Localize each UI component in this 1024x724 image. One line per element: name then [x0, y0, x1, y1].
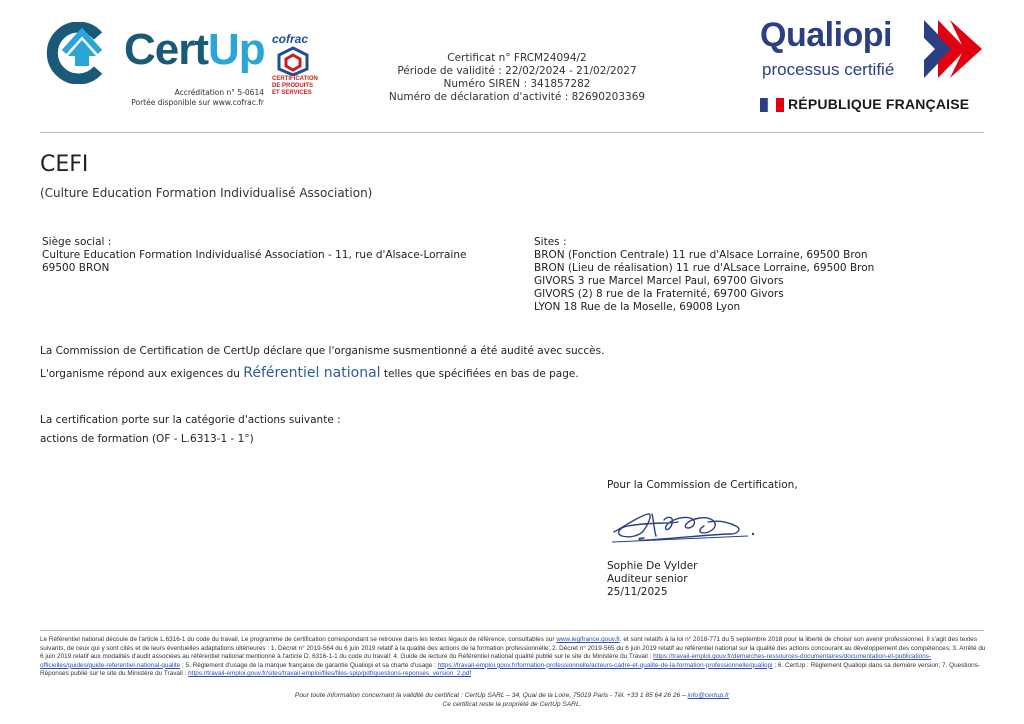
category-value: actions de formation (OF - L.6313-1 - 1°)	[40, 433, 254, 445]
siege-address-line: Culture Education Formation Individualisé Association - 11, rue d'Alsace-Lorraine	[42, 249, 467, 261]
category-intro: La certification porte sur la catégorie d'actions suivante :	[40, 414, 341, 426]
siege-social	[42, 236, 466, 275]
footer-contact: Pour toute information concernant la validité du certificat : CertUp SARL – 34, Quai de la Loire, 75019 Paris - Tél. +33 1 85 64 26 26 – info@certup.fr Ce certificat reste la propriété de CertUp SARL.	[40, 692, 984, 709]
cofrac-logo	[272, 32, 318, 110]
cofrac-wordmark: cofrac	[272, 32, 309, 46]
cofrac-hexagon-icon	[274, 46, 312, 76]
handwritten-signature	[608, 502, 758, 550]
legifrance-link[interactable]: www.legifrance.gouv.fr	[556, 636, 620, 643]
certificate-validity: Période de validité : 22/02/2024 - 21/02/2027	[397, 65, 637, 77]
accreditation-portee: Portée disponible sur www.cofrac.fr	[131, 98, 264, 107]
certup-wordmark: CertUp	[124, 25, 265, 74]
site-item: LYON 18 Rue de la Moselle, 69008 Lyon	[534, 301, 741, 313]
qualiopi-chevron-icon	[924, 20, 982, 78]
certificate-number: Certificat n° FRCM24094/2	[447, 52, 587, 64]
site-item: GIVORS (2) 8 rue de la Fraternité, 69700 Givors	[534, 288, 784, 300]
qualiopi-subtitle: processus certifié	[762, 60, 895, 79]
referentiel-statement: L'organisme répond aux exigences du Référentiel national telles que spécifiées en bas de page.	[40, 365, 579, 381]
siege-label: Siège social :	[42, 236, 112, 248]
site-item: BRON (Fonction Centrale) 11 rue d'Alsace Lorraine, 69500 Bron	[534, 249, 868, 261]
organisation-name: CEFI	[40, 152, 89, 177]
sites-list	[534, 236, 874, 314]
accreditation-number: Accréditation n° 5-0614	[174, 88, 264, 97]
site-item: GIVORS 3 rue Marcel Marcel Paul, 69700 Givors	[534, 275, 784, 287]
marianne-flag-icon	[760, 98, 784, 112]
qualiopi-logo	[756, 16, 988, 120]
guide-referentiel-link[interactable]: https://travail-emploi.gouv.fr/demarches-ressources-documentaires/documentation-et-publications-officielles/guides/guide-referentiel-national-qualite	[40, 653, 932, 669]
signer-name: Sophie De Vylder	[607, 560, 698, 572]
footer-divider	[40, 630, 984, 631]
site-item: BRON (Lieu de réalisation) 11 rue d'ALsace Lorraine, 69500 Bron	[534, 262, 875, 274]
signature-heading: Pour la Commission de Certification,	[607, 479, 798, 491]
republique-francaise: RÉPUBLIQUE FRANÇAISE	[788, 96, 970, 112]
signer-info	[607, 560, 697, 599]
questions-reponses-link[interactable]: https://travail-emploi.gouv.fr/sites/travail-emploi/files/files-spip/pdf/questions-reponses_version_2.pdf	[188, 670, 472, 678]
signer-role: Auditeur senior	[607, 573, 688, 585]
siege-address-line: 69500 BRON	[42, 262, 110, 274]
certup-logo	[40, 18, 280, 90]
footer-legal-text: Le Référentiel national découle de l'article L.6316-1 du code du travail. Le programme de certification correspondant se retrouve dans les textes légaux de référence, consultables sur www.legifrance.gouv.fr. et sont relatifs à la loi n° 2018-771 du 5 septembre 2018 pour la liberté de choisir son avenir professionnel. Il s'agit des textes suivants, de ceux qui y sont cités et de leurs éventuelles adaptations ultérieures : 1. Décret n° 2019-564 du 6 juin 2019 relatif à la qualité des actions de la formation professionnelle; 2. Décret n° 2019-565 du 6 juin 2019 relatif au référentiel national sur la qualité des actions concourant au développement des compétences; 3. Arrêté du 6 juin 2019 relatif aux modalités d'audit associées au référentiel national mentionné à l'article D. 6316-1-1 du code du travail; 4. Guide de lecture du Référentiel national qualité publié sur le site du Ministère du Travail : https://travail-emploi.gouv.fr/demarches-ressources-documentaires/documentation-et-publications-officielles/guides/guide-referentiel-national-qualite ; 5. Règlement d'usage de la marque française de garantie Qualiopi et sa charte d'usage : https://travail-emploi.gouv.fr/formation-professionnelle/acteurs-cadre-et-qualite-de-la-formation-professionnelle/qualiopi ; 6. CertUp : Règlement Qualiopi dans sa dernière version; 7. Questions-Réponses publié sur le site du Ministère du Travail : https://travail-emploi.gouv.fr/sites/travail-emploi/files/files-spip/pdf/questions-reponses_version_2.pdf	[40, 636, 986, 678]
sites-label: Sites :	[534, 236, 567, 248]
header-divider	[40, 132, 984, 133]
certificate-info	[372, 52, 662, 104]
qualiopi-charte-link[interactable]: https://travail-emploi.gouv.fr/formation-professionnelle/acteurs-cadre-et-qualite-de-la-formation-professionnelle/qualiopi	[437, 661, 773, 669]
organisation-full-name: (Culture Education Formation Individualisé Association)	[40, 186, 373, 200]
signature-date: 25/11/2025	[607, 586, 668, 598]
cofrac-subtitle: CERTIFICATION DE PRODUITS ET SERVICES	[272, 76, 318, 96]
certup-emblem-icon	[40, 22, 118, 84]
qualiopi-wordmark: Qualiopi	[760, 16, 892, 54]
certificate-siren: Numéro SIREN : 341857282	[443, 78, 591, 90]
property-notice: Ce certificat reste la propriété de CertUp SARL.	[442, 700, 582, 708]
contact-email-link[interactable]: info@certup.fr	[687, 692, 730, 699]
certificate-declaration: Numéro de déclaration d'activité : 82690203369	[388, 91, 646, 103]
accreditation-info	[131, 88, 264, 108]
referentiel-national-link[interactable]: Référentiel national	[243, 365, 381, 381]
audit-declaration: La Commission de Certification de CertUp déclare que l'organisme susmentionné a été audité avec succès.	[40, 345, 605, 357]
